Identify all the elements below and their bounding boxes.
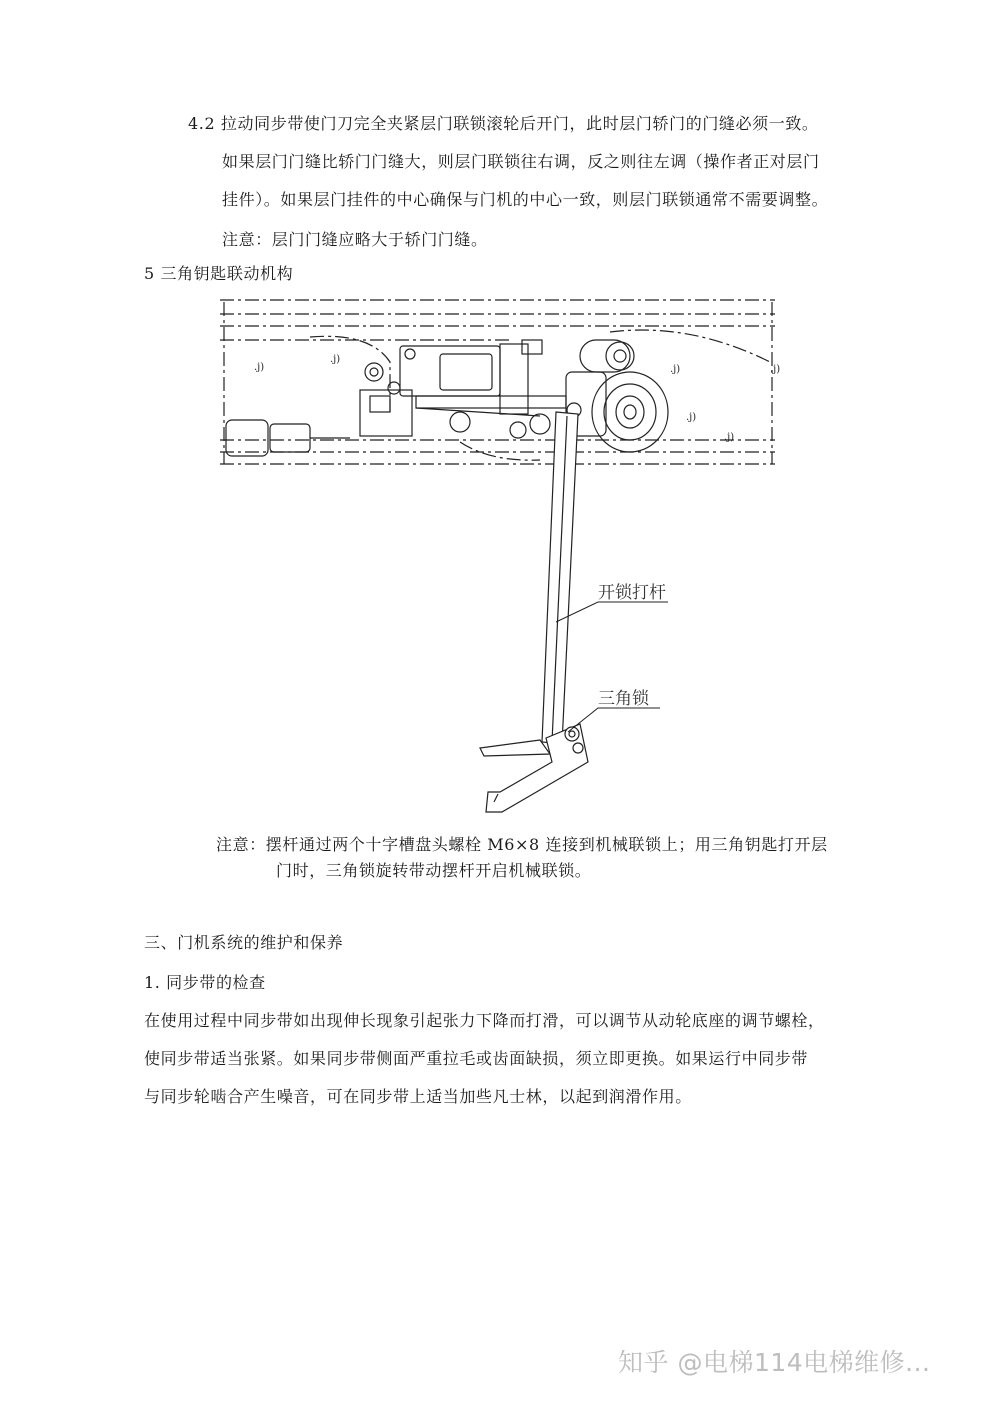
chapter-3-heading: 三、门机系统的维护和保养 [144, 933, 344, 952]
svg-text:.j): .j) [686, 412, 697, 423]
paragraph-line-1: 在使用过程中同步带如出现伸长现象引起张力下降而打滑，可以调节从动轮底座的调节螺栓， [144, 1011, 825, 1030]
lever-label: 开锁打杆 [598, 583, 666, 603]
mechanism-drawing-svg [210, 292, 790, 824]
paragraph-line-2: 使同步带适当张紧。如果同步带侧面严重拉毛或齿面缺损，须立即更换。如果运行中同步带 [144, 1049, 809, 1068]
lock-callout-line [568, 708, 660, 732]
door-rail-lines [220, 300, 775, 464]
interlock-assembly [360, 340, 566, 438]
lock-label: 三角锁 [598, 689, 649, 709]
section-4-2-line-2: 如果层门门缝比轿门门缝大，则层门联锁往右调，反之则往左调（操作者正对层门 [222, 152, 820, 171]
left-bracket-block [226, 420, 268, 456]
svg-text:.j): .j) [670, 364, 681, 375]
triangle-key-mechanism-drawing [210, 292, 790, 824]
triangle-lock-bracket [486, 724, 588, 812]
svg-text:.j): .j) [330, 354, 341, 365]
paragraph-line-3: 与同步轮啮合产生噪音，可在同步带上适当加些凡士林，以起到润滑作用。 [144, 1087, 692, 1106]
figure-note-line-2: 门时，三角锁旋转带动摆杆开启机械联锁。 [276, 861, 592, 880]
svg-text:.j): .j) [770, 364, 781, 375]
svg-text:.j): .j) [254, 362, 265, 373]
item-1-heading: 1. 同步带的检查 [144, 973, 266, 992]
svg-text:.j): .j) [724, 432, 735, 443]
section-4-2-line-1: 4.2 拉动同步带使门刀完全夹紧层门联锁滚轮后开门，此时层门轿门的门缝必须一致。 [188, 114, 819, 133]
lever-callout-line [556, 602, 668, 622]
figure-note-line-1: 注意：摆杆通过两个十字槽盘头螺栓 M6×8 连接到机械联锁上；用三角钥匙打开层 [216, 835, 828, 854]
section-4-2-note: 注意：层门门缝应略大于轿门门缝。 [222, 230, 488, 249]
section-4-2-line-3: 挂件）。如果层门挂件的中心确保与门机的中心一致，则层门联锁通常不需要调整。 [222, 190, 829, 209]
section-5-heading: 5 三角钥匙联动机构 [144, 264, 294, 283]
zhihu-watermark: 知乎 @电梯114电梯维修... [618, 1348, 931, 1377]
